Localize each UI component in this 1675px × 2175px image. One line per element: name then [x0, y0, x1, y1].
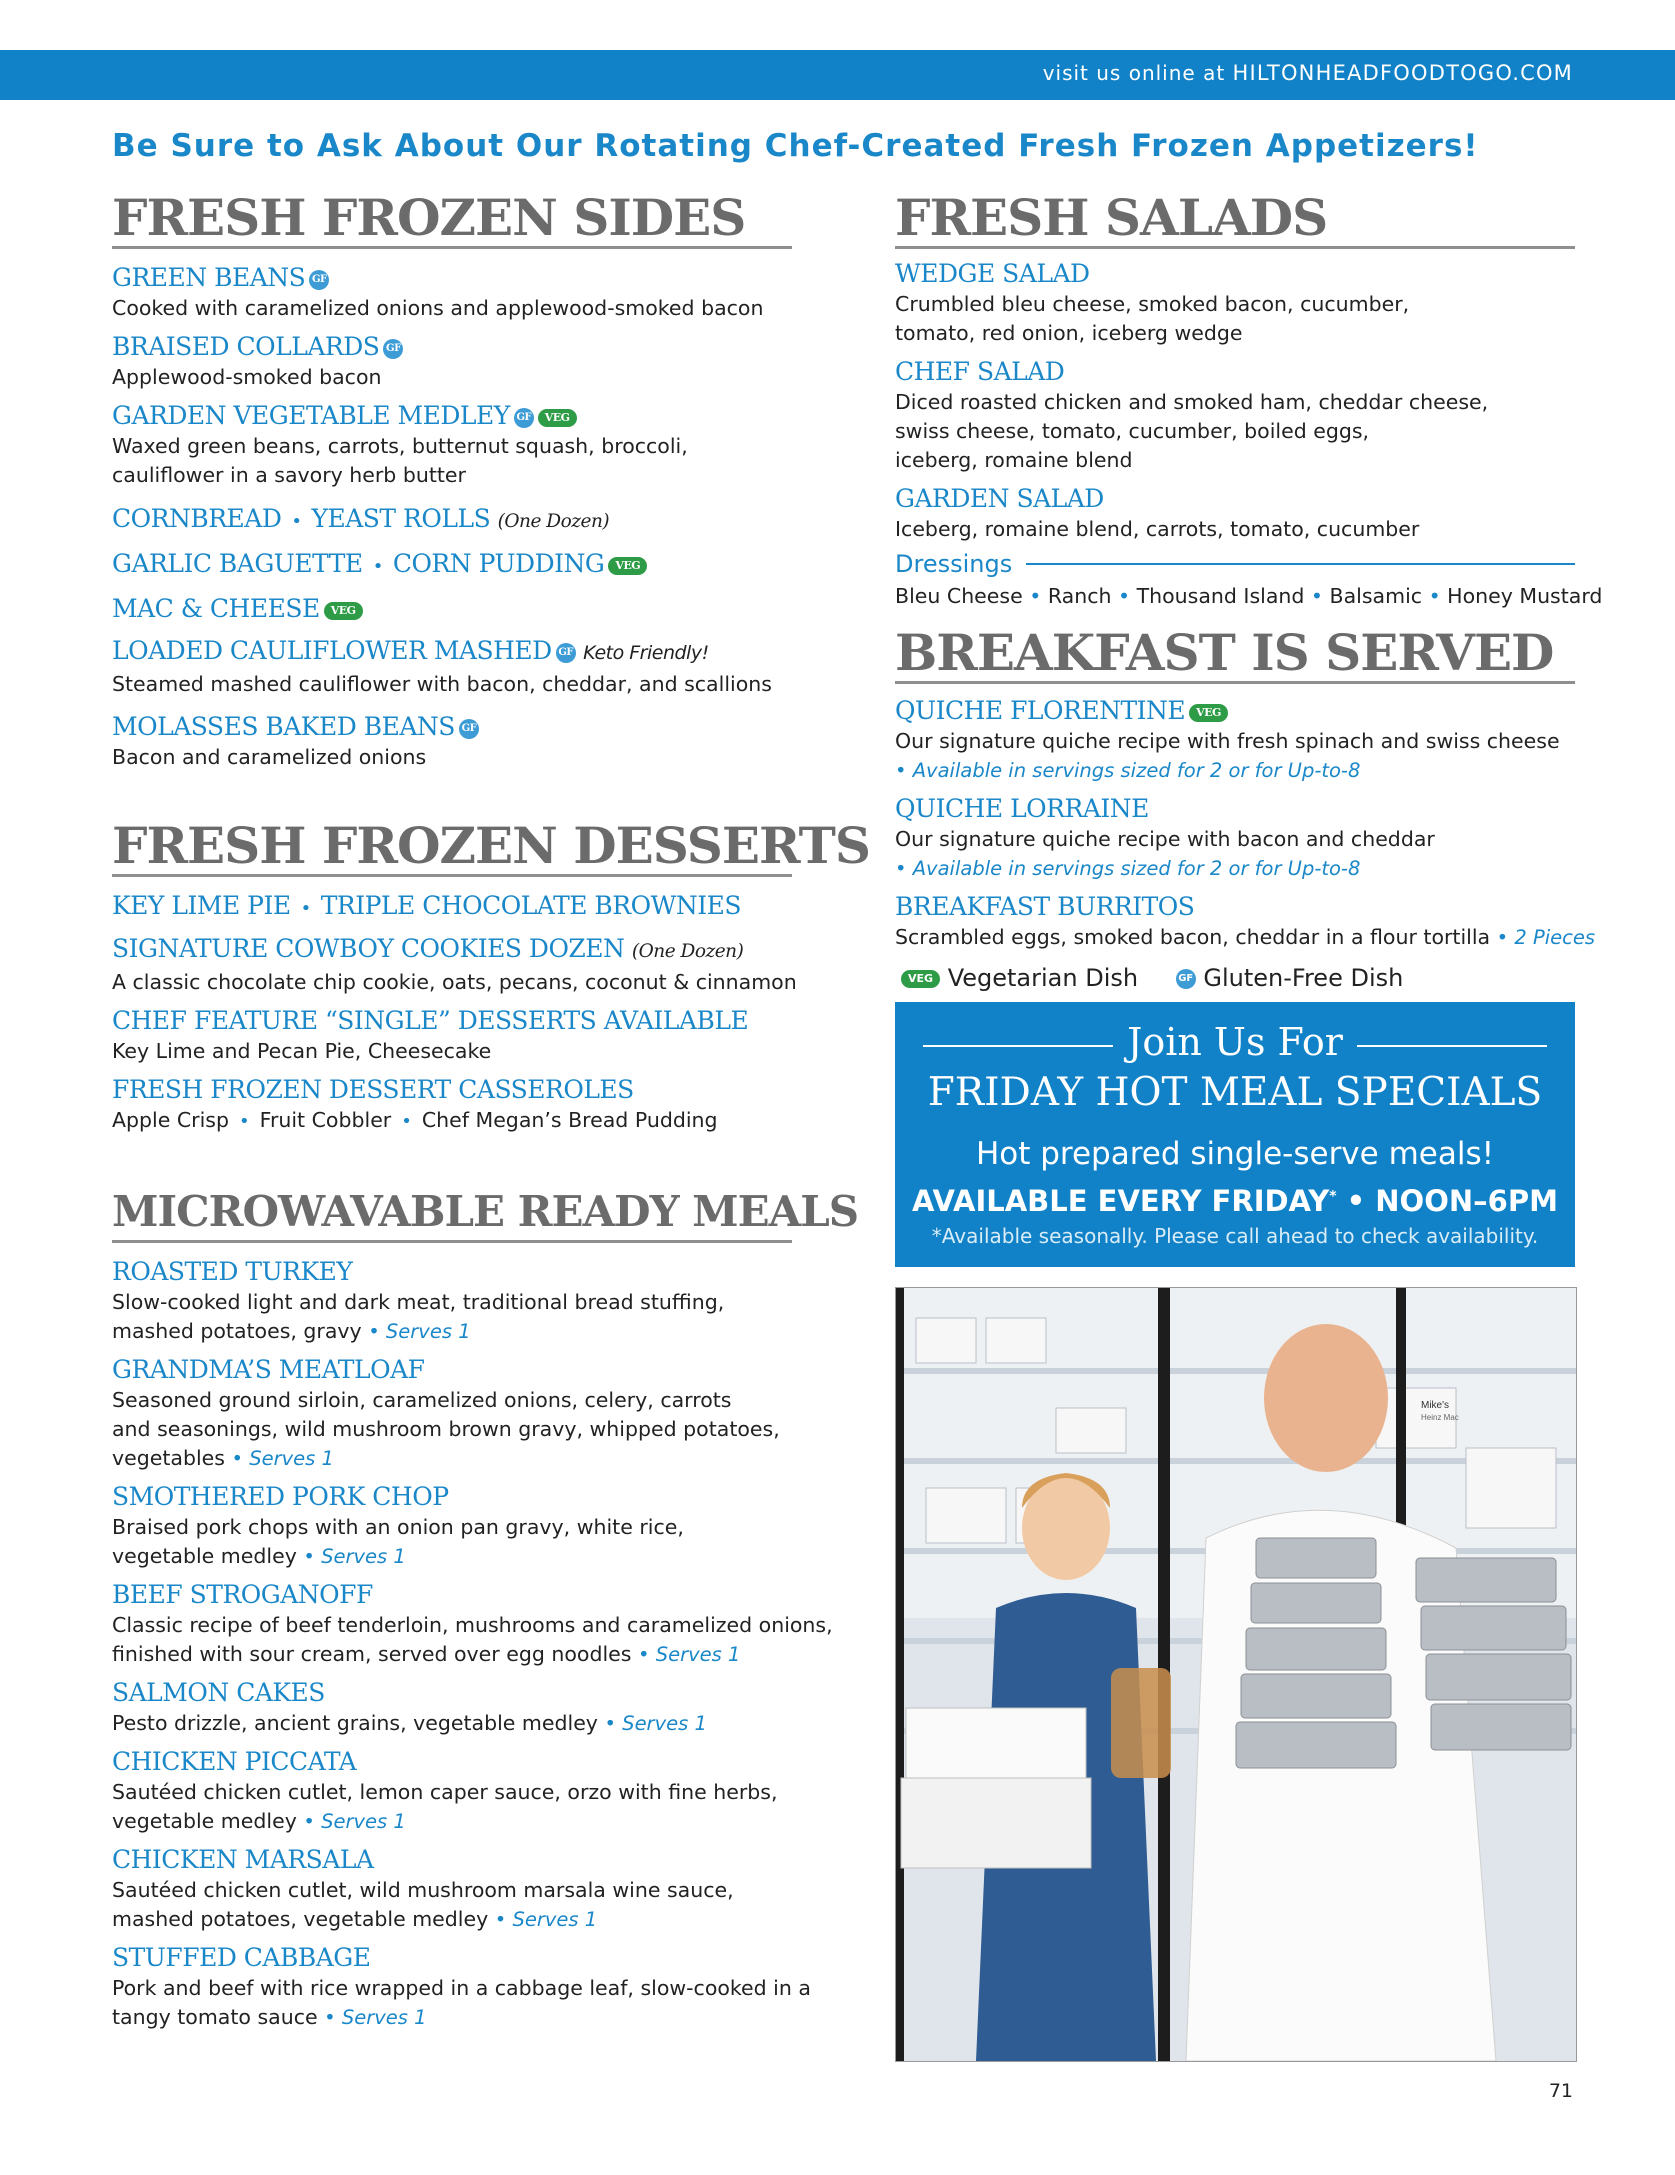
menu-item: [112, 592, 792, 625]
item-name: CHEF SALAD: [895, 357, 1065, 386]
item-desc: mashed potatoes, vegetable medley • Serves 1: [112, 1907, 598, 1931]
item-name: GARDEN VEGETABLE MEDLEY: [112, 401, 510, 430]
item-name: GARDEN SALAD: [895, 484, 1104, 513]
item-name: CORN PUDDING: [392, 549, 605, 578]
menu-item: [112, 1843, 792, 1934]
top-banner: [0, 50, 1675, 100]
dressings-list: Bleu Cheese • Ranch • Thousand Island • Balsamic • Honey Mustard: [895, 584, 1603, 608]
dietary-legend: [895, 964, 1575, 992]
item-name: MOLASSES BAKED BEANS: [112, 712, 455, 741]
divider: [1026, 563, 1575, 565]
item-name: SMOTHERED PORK CHOP: [112, 1482, 449, 1511]
item-name: FRESH FROZEN DESSERT CASSEROLES: [112, 1075, 634, 1104]
item-desc: Diced roasted chicken and smoked ham, cheddar cheese,: [895, 390, 1489, 414]
page-number: 71: [1548, 2080, 1573, 2102]
item-desc: Bacon and caramelized onions: [112, 745, 427, 769]
item-desc: Our signature quiche recipe with bacon and cheddar: [895, 827, 1435, 851]
item-name: TRIPLE CHOCOLATE BROWNIES: [320, 891, 741, 920]
item-desc: Classic recipe of beef tenderloin, mushrooms and caramelized onions,: [112, 1613, 833, 1637]
vegetarian-icon: VEG: [901, 970, 940, 988]
item-desc: cauliflower in a savory herb butter: [112, 463, 466, 487]
gluten-free-icon: GF: [1176, 969, 1196, 989]
promo-hours: AVAILABLE EVERY FRIDAY* • NOON–6PM: [912, 1184, 1558, 1218]
promo-subtitle: Hot prepared single-serve meals!: [975, 1136, 1495, 1172]
vegetarian-icon: VEG: [538, 409, 577, 427]
item-desc: tomato, red onion, iceberg wedge: [895, 321, 1243, 345]
item-name: GREEN BEANS: [112, 263, 306, 292]
gluten-free-icon: GF: [556, 643, 576, 663]
gluten-free-icon: GF: [459, 719, 479, 739]
menu-item: [112, 1745, 792, 1836]
divider: [1357, 1045, 1547, 1047]
menu-item: [112, 1676, 792, 1738]
gluten-free-icon: GF: [383, 339, 403, 359]
item-name: KEY LIME PIE: [112, 891, 291, 920]
item-desc: tangy tomato sauce • Serves 1: [112, 2005, 427, 2029]
chefs-photo-illustration: [896, 1288, 1576, 2061]
dressings-header: [895, 550, 1575, 578]
menu-item: [895, 257, 1575, 348]
promo-disclaimer: *Available seasonally. Please call ahead to check availability.: [931, 1224, 1539, 1248]
legend-gf-label: Gluten-Free Dish: [1203, 964, 1404, 992]
availability-note: • Available in servings sized for 2 or for Up-to-8: [895, 759, 1361, 782]
item-name: CHICKEN MARSALA: [112, 1845, 374, 1874]
breakfast-title: BREAKFAST IS SERVED: [895, 625, 1575, 684]
item-name: SIGNATURE COWBOY COOKIES DOZEN: [112, 934, 625, 963]
promo-heading: Join Us For: [1127, 1020, 1343, 1064]
item-desc: vegetables • Serves 1: [112, 1446, 334, 1470]
menu-item: [112, 261, 792, 323]
right-column: [895, 188, 1603, 992]
item-desc: Our signature quiche recipe with fresh spinach and swiss cheese: [895, 729, 1560, 753]
svg-text:Heinz Mac: Heinz Mac: [1421, 1413, 1459, 1422]
item-desc: Iceberg, romaine blend, carrots, tomato, cucumber: [895, 517, 1420, 541]
item-desc: finished with sour cream, served over egg noodles • Serves 1: [112, 1642, 741, 1666]
item-desc: Braised pork chops with an onion pan gravy, white rice,: [112, 1515, 684, 1539]
item-desc: Pesto drizzle, ancient grains, vegetable medley • Serves 1: [112, 1711, 707, 1735]
item-desc: Cooked with caramelized onions and applewood-smoked bacon: [112, 296, 764, 320]
item-desc: mashed potatoes, gravy • Serves 1: [112, 1319, 471, 1343]
item-name: MAC & CHEESE: [112, 594, 320, 623]
gluten-free-icon: GF: [514, 408, 534, 428]
item-desc: Sautéed chicken cutlet, lemon caper sauce, orzo with fine herbs,: [112, 1780, 778, 1804]
promo-title: FRIDAY HOT MEAL SPECIALS: [927, 1070, 1543, 1115]
menu-item: [112, 1480, 792, 1571]
item-desc: Steamed mashed cauliflower with bacon, cheddar, and scallions: [112, 672, 772, 696]
menu-item: [112, 547, 792, 583]
item-name: YEAST ROLLS: [311, 504, 491, 533]
item-name: LOADED CAULIFLOWER MASHED: [112, 636, 552, 665]
menu-item: [895, 792, 1575, 883]
menu-item: [895, 482, 1575, 544]
menu-item: [112, 1073, 792, 1136]
vegetarian-icon: VEG: [324, 602, 363, 620]
item-desc: vegetable medley • Serves 1: [112, 1544, 406, 1568]
item-desc: Pork and beef with rice wrapped in a cabbage leaf, slow-cooked in a: [112, 1976, 811, 2000]
menu-item: [895, 890, 1596, 952]
item-name: BEEF STROGANOFF: [112, 1580, 373, 1609]
item-desc: Slow-cooked light and dark meat, traditional bread stuffing,: [112, 1290, 725, 1314]
item-desc: Waxed green beans, carrots, butternut squash, broccoli,: [112, 434, 688, 458]
menu-item: [112, 399, 792, 490]
menu-item: [112, 889, 792, 925]
menu-item: [112, 1353, 792, 1473]
availability-note: • Available in servings sized for 2 or for Up-to-8: [895, 857, 1361, 880]
item-note: (One Dozen): [497, 511, 610, 532]
desserts-title: FRESH FROZEN DESSERTS: [112, 816, 870, 875]
gluten-free-icon: GF: [309, 270, 329, 290]
item-desc: Scrambled eggs, smoked bacon, cheddar in a flour tortilla • 2 Pieces: [895, 925, 1596, 949]
menu-item: [112, 330, 792, 392]
vegetarian-icon: VEG: [1189, 704, 1228, 722]
menu-item: [895, 355, 1575, 475]
menu-item: [112, 1941, 811, 2032]
vegetarian-icon: VEG: [608, 557, 647, 575]
menu-item: [895, 694, 1575, 785]
item-name: CHEF FEATURE “SINGLE” DESSERTS AVAILABLE: [112, 1006, 749, 1035]
item-desc: iceberg, romaine blend: [895, 448, 1133, 472]
meals-title: MICROWAVABLE READY MEALS: [112, 1184, 792, 1243]
item-desc: Key Lime and Pecan Pie, Cheesecake: [112, 1039, 492, 1063]
menu-item: [112, 1578, 833, 1669]
item-name: WEDGE SALAD: [895, 259, 1090, 288]
website-url[interactable]: visit us online at HILTONHEADFOODTOGO.COM: [1042, 61, 1573, 85]
menu-item: [112, 932, 797, 997]
menu-item: [112, 1255, 792, 1346]
item-name: CHICKEN PICCATA: [112, 1747, 357, 1776]
item-desc: and seasonings, wild mushroom brown gravy, whipped potatoes,: [112, 1417, 780, 1441]
item-desc: swiss cheese, tomato, cucumber, boiled eggs,: [895, 419, 1370, 443]
item-desc: A classic chocolate chip cookie, oats, pecans, coconut & cinnamon: [112, 970, 797, 994]
chefs-photo: [895, 1287, 1577, 2062]
item-desc: vegetable medley • Serves 1: [112, 1809, 406, 1833]
item-desc: Apple Crisp • Fruit Cobbler • Chef Megan’s Bread Pudding: [112, 1108, 718, 1132]
menu-item: [112, 1004, 792, 1066]
bullet-separator: •: [291, 511, 302, 532]
item-name: QUICHE LORRAINE: [895, 794, 1149, 823]
menu-item: [112, 502, 792, 538]
bullet-separator: •: [372, 556, 383, 577]
keto-note: Keto Friendly!: [583, 642, 709, 664]
item-name: STUFFED CABBAGE: [112, 1943, 371, 1972]
item-name: GARLIC BAGUETTE: [112, 549, 363, 578]
item-name: GRANDMA’S MEATLOAF: [112, 1355, 425, 1384]
item-name: ROASTED TURKEY: [112, 1257, 353, 1286]
item-name: BRAISED COLLARDS: [112, 332, 380, 361]
item-desc: Applewood-smoked bacon: [112, 365, 382, 389]
menu-item: [112, 710, 792, 772]
item-note: (One Dozen): [631, 941, 744, 962]
svg-text:Mike's: Mike's: [1421, 1400, 1450, 1411]
sides-title: FRESH FROZEN SIDES: [112, 190, 792, 249]
item-desc: Crumbled bleu cheese, smoked bacon, cucumber,: [895, 292, 1410, 316]
item-name: CORNBREAD: [112, 504, 282, 533]
dressings-label: Dressings: [895, 550, 1013, 578]
item-name: BREAKFAST BURRITOS: [895, 892, 1195, 921]
menu-item: [112, 634, 792, 699]
item-name: QUICHE FLORENTINE: [895, 696, 1186, 725]
bullet-separator: •: [300, 898, 311, 919]
divider: [923, 1045, 1113, 1047]
salads-title: FRESH SALADS: [895, 190, 1575, 249]
item-name: SALMON CAKES: [112, 1678, 325, 1707]
left-column: [112, 188, 870, 2032]
item-desc: Sautéed chicken cutlet, wild mushroom marsala wine sauce,: [112, 1878, 734, 1902]
appetizers-tagline: Be Sure to Ask About Our Rotating Chef-Created Fresh Frozen Appetizers!: [112, 128, 1479, 164]
legend-veg-label: Vegetarian Dish: [947, 964, 1139, 992]
friday-specials-promo: [895, 1002, 1575, 1267]
item-desc: Seasoned ground sirloin, caramelized onions, celery, carrots: [112, 1388, 732, 1412]
